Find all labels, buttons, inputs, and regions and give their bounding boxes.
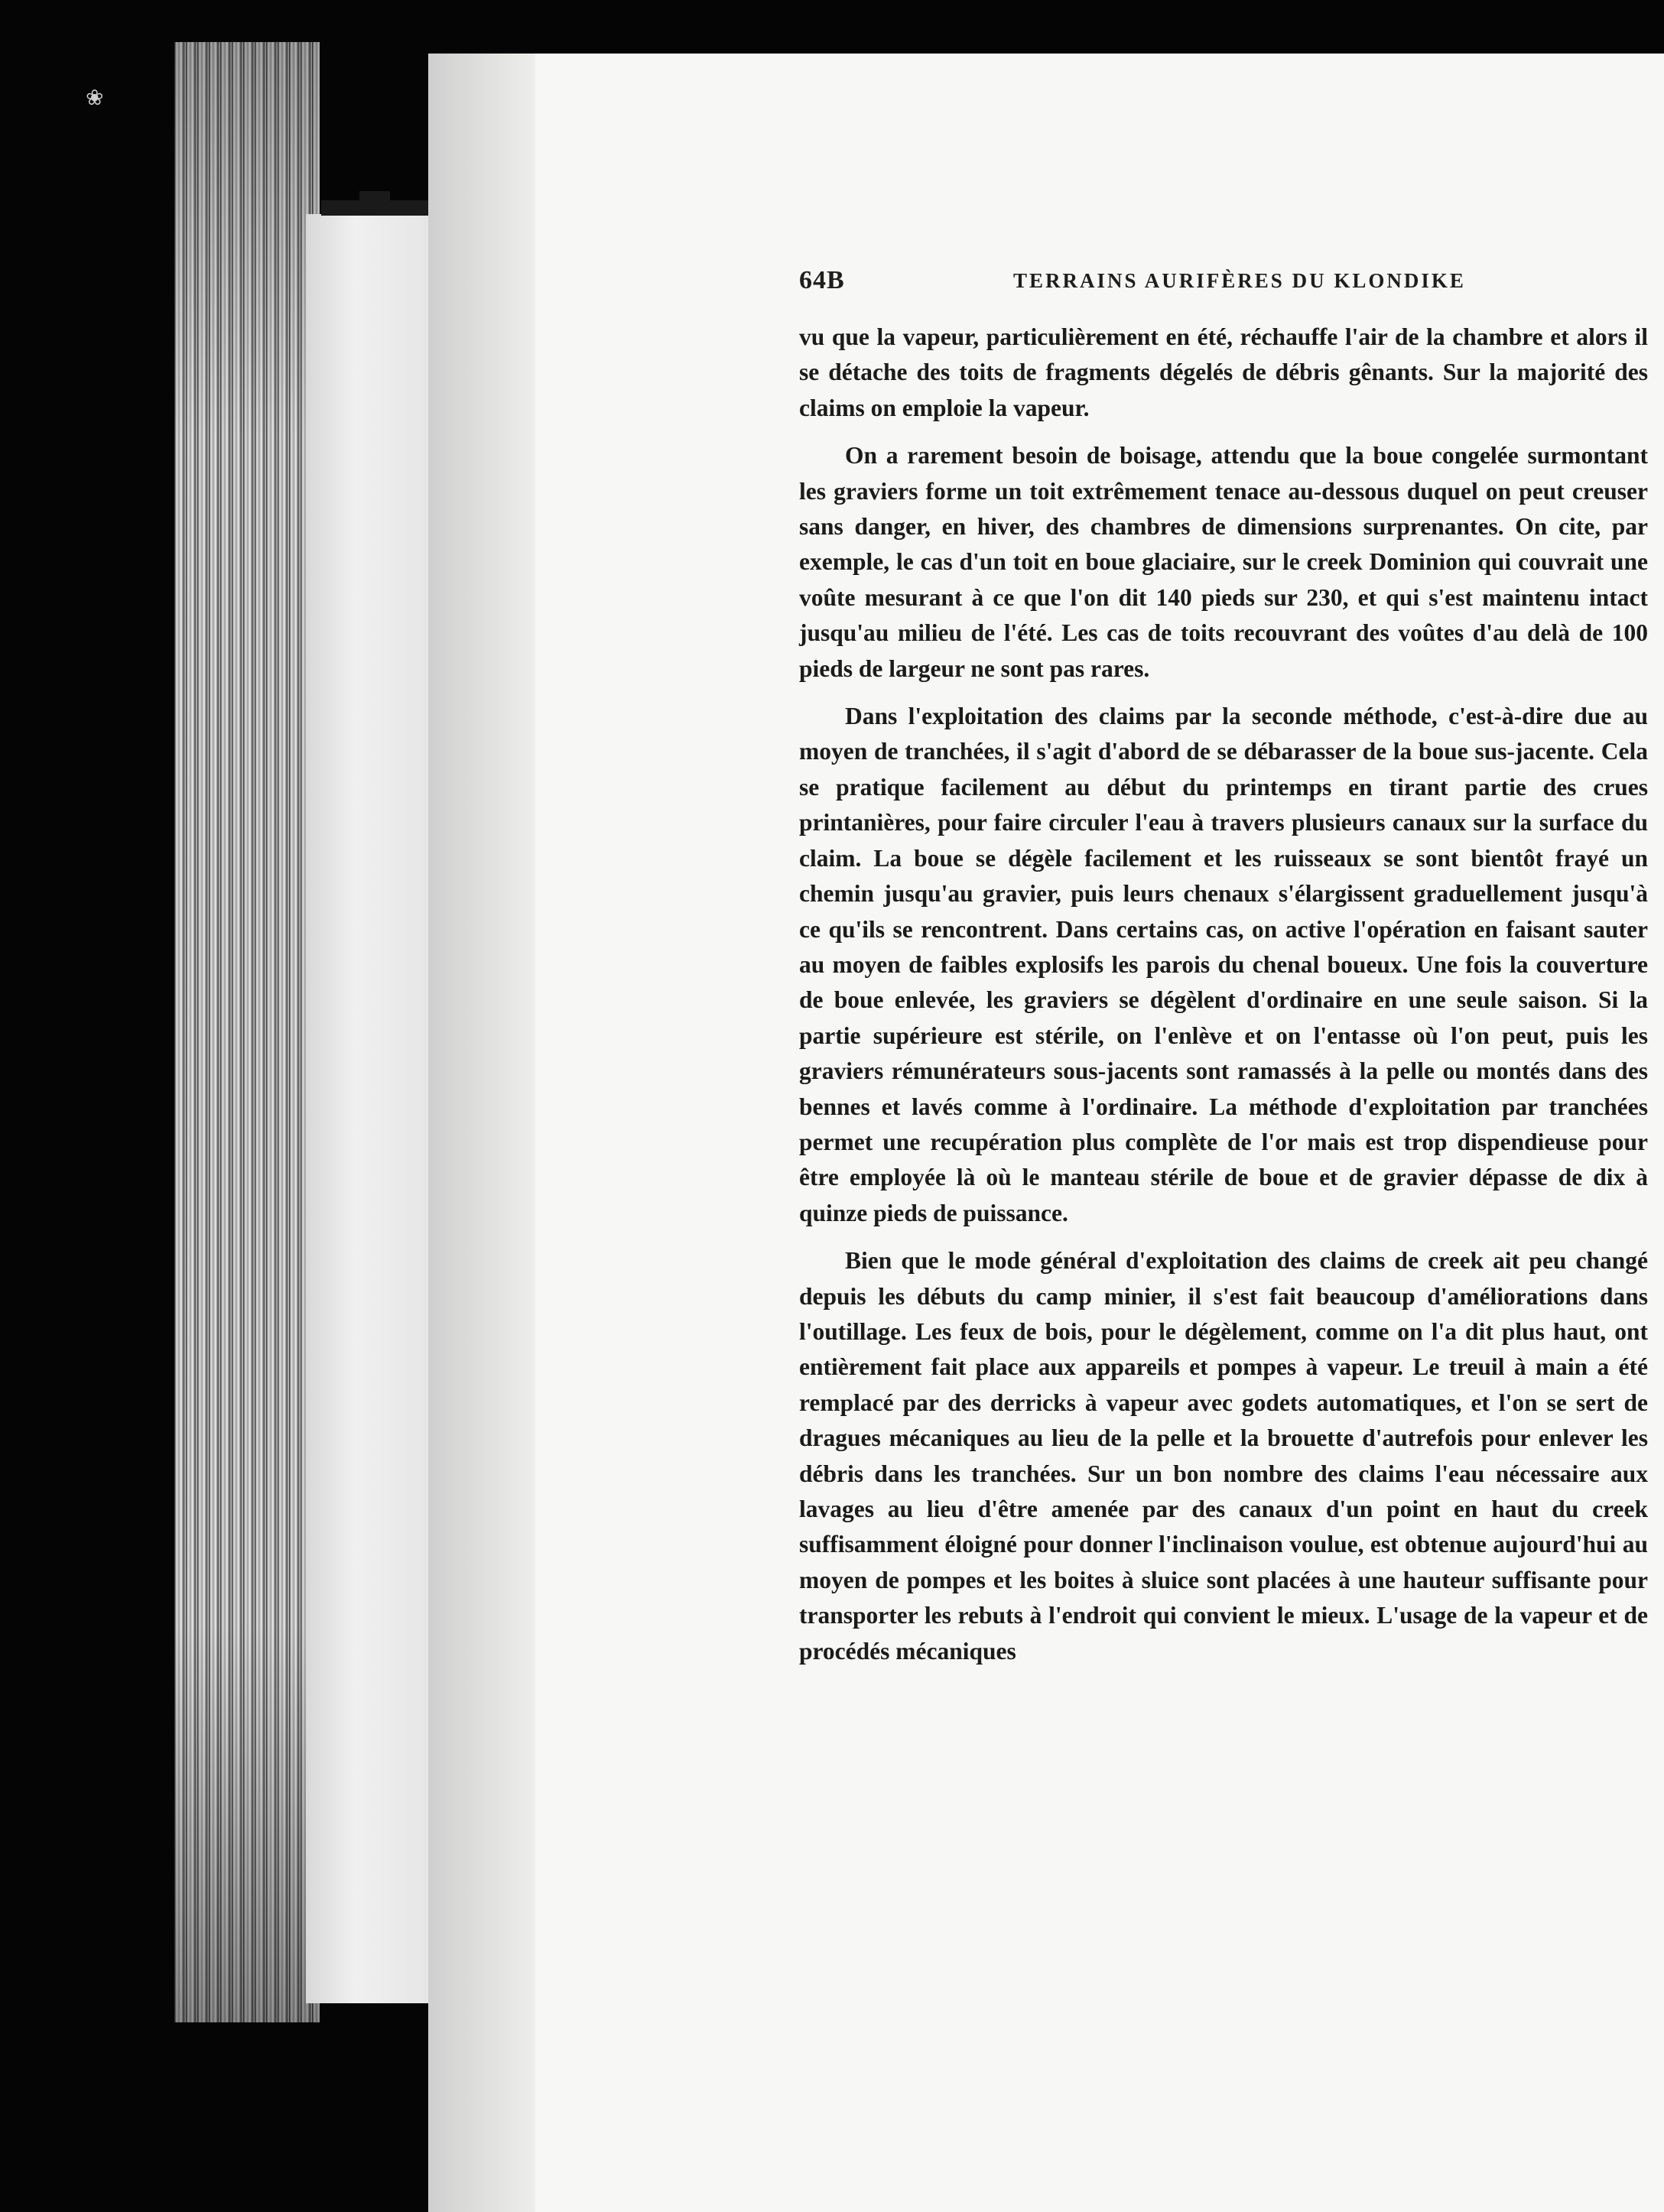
dust-speck: ❀ <box>86 86 104 110</box>
paragraph: vu que la vapeur, particulièrement en été, réchauffe l'air de la chambre et alors il se détache des toits de fragments dégelés de débris gênants. Sur la majorité des claims on emploie la vapeur. <box>799 323 1648 421</box>
paragraph: Bien que le mode général d'exploitation des claims de creek ait peu changé depuis les débuts du camp minier, il s'est fait beaucoup d'améliorations dans l'outillage. Les feux de bois, pour le dégèlement, comme on l'a dit plus haut, ont entièrement fait place aux appareils et pompes à vapeur. Le treuil à main a été remplacé par des derricks à vapeur avec godets automatiques, et l'on se sert de dragues mécaniques au lieu de la pelle et la brouette d'autrefois pour enlever les débris dans les tranchées. Sur un bon nombre des claims l'eau nécessaire aux lavages au lieu d'être amenée par des canaux d'un point en haut du creek suffisamment éloigné pour donner l'inclinaison voulue, est obtenue aujourd'hui au moyen de pompes et les boites à sluice sont placées à une hauteur suffisante pour transporter les rebuts à l'endroit qui convient le mieux. L'usage de la vapeur et de procédés mécaniques <box>799 1247 1648 1665</box>
paragraph: Dans l'exploitation des claims par la seconde méthode, c'est-à-dire due au moyen de tranchées, il s'agit d'abord de se débarasser de la boue sus-jacente. Cela se pratique facilement au début du printemps en tirant partie des crues printanières, pour faire circuler l'eau à travers plusieurs canaux sur la surface du claim. La boue se dégèle facilement et les ruisseaux se sont bientôt frayé un chemin jusqu'au gravier, puis leurs chenaux s'élargissent graduellement jusqu'à ce qu'ils se rencontrent. Dans certains cas, on active l'opération en faisant sauter au moyen de faibles explosifs les parois du chenal boueux. Une fois la couverture de boue enlevée, les graviers se dégèlent d'ordinaire en une seule saison. Si la partie supérieure est stérile, on l'enlève et on l'entasse où l'on peut, puis les graviers rémunérateurs sous-jacents sont ramassés à la pelle ou montés dans des bennes et lavés comme à l'ordinaire. La méthode d'exploitation par tranchées permet une recupération plus complète de l'or mais est trop dispendieuse pour être employée là où le manteau stérile de boue et de gravier dépasse de dix à quinze pieds de puissance. <box>799 703 1648 1226</box>
body-text <box>799 320 1648 1681</box>
paragraph: On a rarement besoin de boisage, attendu que la boue congelée surmontant les graviers forme un toit extrêmement tenace au-dessous duquel on peut creuser sans danger, en hiver, des chambres de dimensions surprenantes. On cite, par exemple, le cas d'un toit en boue glaciaire, sur le creek Dominion qui couvrait une voûte mesurant à ce que l'on dit 140 pieds sur 230, et qui s'est maintenu intact jusqu'au milieu de l'été. Les cas de toits recouvrant des voûtes d'au delà de 100 pieds de largeur ne sont pas rares. <box>799 442 1648 682</box>
left-leaf <box>306 214 428 2003</box>
gutter-shadow <box>428 54 551 2212</box>
page-number: 64B <box>799 266 845 294</box>
page-header <box>799 266 1640 297</box>
page-tab-mark-top <box>359 191 390 203</box>
page-edges-shadow <box>174 42 320 2022</box>
running-head: TERRAINS AURIFÈRES DU KLONDIKE <box>1013 269 1466 292</box>
